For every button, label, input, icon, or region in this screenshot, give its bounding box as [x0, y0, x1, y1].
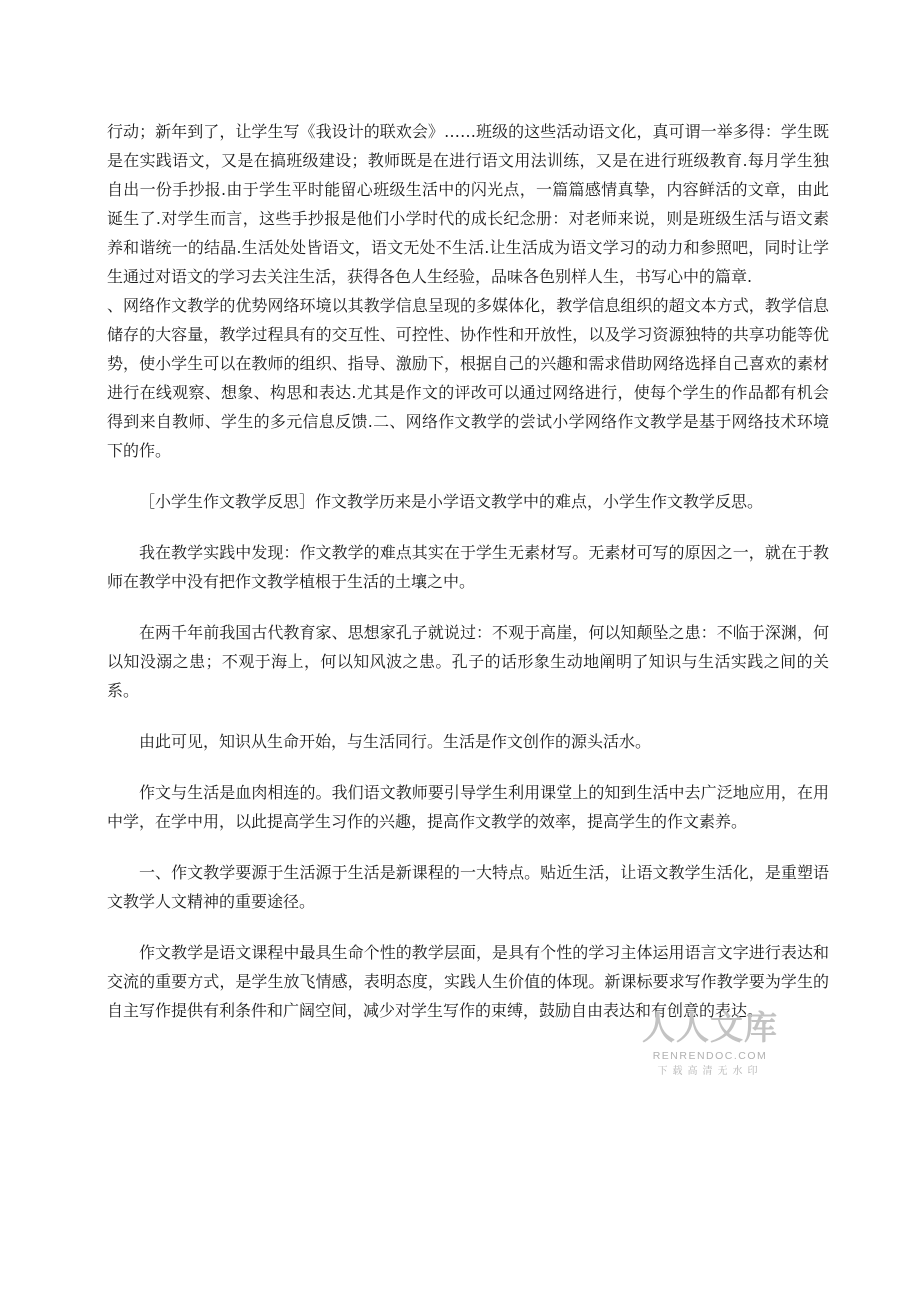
watermark-name: 人人文库: [642, 1008, 778, 1047]
paragraph-knowledge-life: 由此可见，知识从生命开始，与生活同行。生活是作文创作的源头活水。: [139, 732, 652, 751]
paragraph-reflection-title: ［小学生作文教学反思］作文教学历来是小学语文教学中的难点，小学生作文教学反思。: [139, 492, 764, 511]
watermark-slogan: 下载高清无水印: [657, 1066, 763, 1077]
paragraph-discovery: 我在教学实践中发现：作文教学的难点其实在于学生无素材写。无素材可写的原因之一，就在于教师在教学中没有把作文教学植根于生活的土壤之中。: [107, 543, 829, 591]
paragraph-continuation: 行动；新年到了，让学生写《我设计的联欢会》……班级的这些活动语文化，真可谓一举多得：学生既是在实践语文，又是在搞班级建设；教师既是在进行语文用法训练，又是在进行班级教育.每月学生独自出一份手抄报.由于学生平时能留心班级生活中的闪光点，一篇篇感情真挚，内容鲜活的文章，由此诞生了.对学生而言，这些手抄报是他们小学时代的成长纪念册：对老师来说，则是班级生活与语文素养和谐统一的结晶.生活处处皆语文，语文无处不生活.让生活成为语文学习的动力和参照吧，同时让学生通过对语文的学习去关注生活，获得各色人生经验，品味各色别样人生，书写心中的篇章.: [107, 122, 829, 286]
paragraph-curriculum: 作文教学是语文课程中最具生命个性的教学层面，是具有个性的学习主体运用语言文字进行表达和交流的重要方式，是学生放飞情感，表明态度，实践人生价值的体现。新课标要求写作教学要为学生的自主写作提供有利条件和广阔空间，减少对学生写作的束缚，鼓励自由表达和有创意的表达。: [107, 943, 829, 1020]
paragraph-composition-life: 作文与生活是血肉相连的。我们语文教师要引导学生利用课堂上的知到生活中去广泛地应用，在用中学，在学中用，以此提高学生习作的兴趣，提高作文教学的效率，提高学生的作文素养。: [107, 783, 829, 831]
document-body: [107, 117, 829, 1025]
paragraph-section-one: 一、作文教学要源于生活源于生活是新课程的一大特点。贴近生活，让语文教学生活化，是重塑语文教学人文精神的重要途径。: [107, 863, 829, 911]
paragraph-confucius: 在两千年前我国古代教育家、思想家孔子就说过：不观于高崖，何以知颠坠之患：不临于深渊，何以知没溺之患；不观于海上，何以知风波之患。孔子的话形象生动地阐明了知识与生活实践之间的关系。: [107, 623, 829, 700]
paragraph-network-composition: 、网络作文教学的优势网络环境以其教学信息呈现的多媒体化，教学信息组织的超文本方式，教学信息储存的大容量，教学过程具有的交互性、可控性、协作性和开放性，以及学习资源独特的共享功能等优势，使小学生可以在教师的组织、指导、激励下，根据自己的兴趣和需求借助网络选择自己喜欢的素材进行在线观察、想象、构思和表达.尤其是作文的评改可以通过网络进行，使每个学生的作品都有机会得到来自教师、学生的多元信息反馈.二、网络作文教学的尝试小学网络作文教学是基于网络技术环境下的作。: [107, 296, 829, 460]
watermark-domain: RENRENDOC.COM: [652, 1050, 768, 1062]
watermark-logo: [640, 1009, 780, 1079]
